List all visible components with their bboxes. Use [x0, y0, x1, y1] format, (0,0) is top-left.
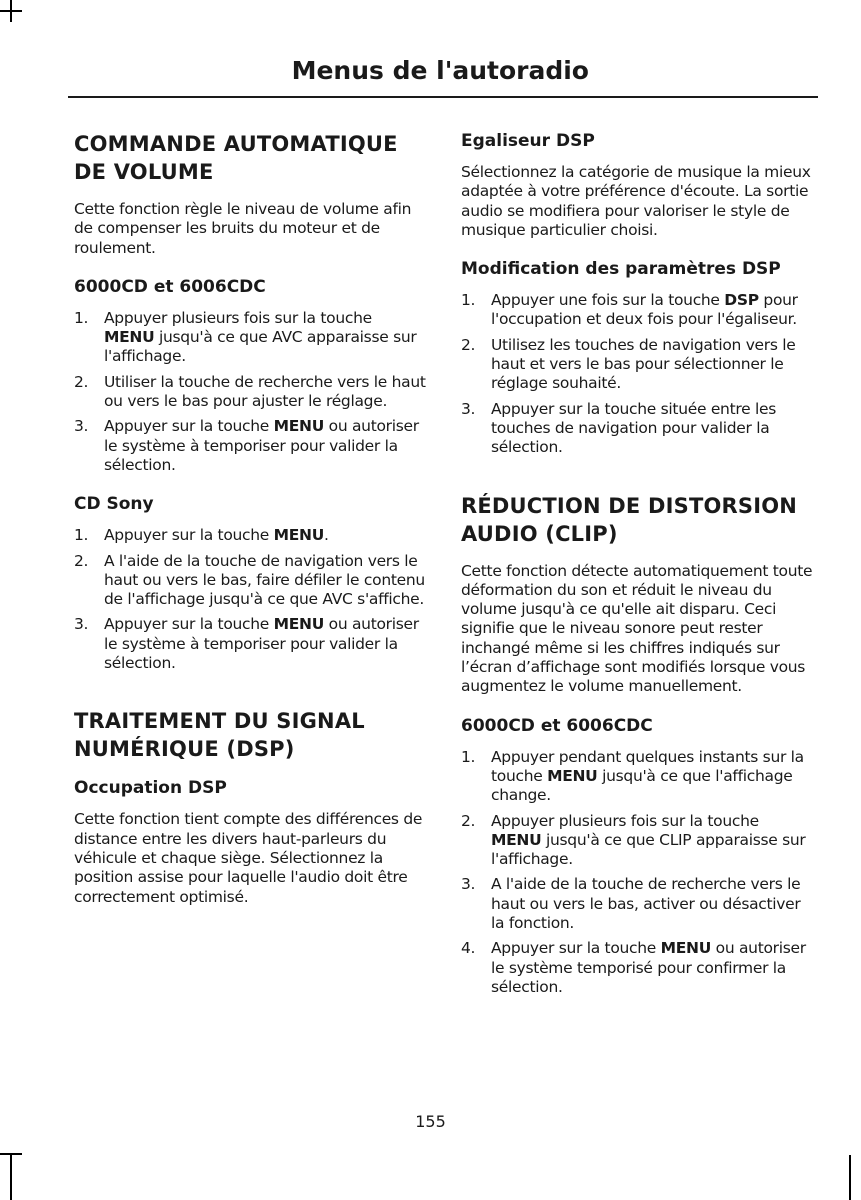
step-number: 3. [461, 875, 476, 894]
page-title: Menus de l'autoradio [291, 56, 589, 85]
step-text: Appuyer plusieurs fois sur la touche [104, 308, 372, 327]
step-item [461, 748, 813, 806]
paragraph-volume: Cette fonction règle le niveau de volume afin de compenser les bruits du moteur et de roulement. [74, 200, 412, 257]
step-number: 3. [461, 399, 476, 418]
step-text: ou autoriser le système à temporiser pour valider la sélection. [104, 417, 419, 474]
step-number: 2. [461, 335, 476, 354]
step-item [74, 417, 426, 475]
subsection-title-cd-sony: CD Sony [74, 494, 154, 515]
page-number: 155 [415, 1112, 446, 1131]
button-keyword: DSP [724, 291, 759, 310]
paragraph-clip: Cette fonction détecte automatiquement toute déformation du son et réduit le niveau du volume jusqu'à ce qu'elle ait disparu. Ceci signifie que le niveau sonore peut rester inchangé même si les chiffres indiqués sur l’écran d’affichage sont modifiés lorsque vous augmentez le volume manuellement. [461, 561, 813, 696]
section-title-volume: COMMANDE AUTOMATIQUE DE VOLUME [74, 132, 398, 184]
step-text: pour l'occupation et deux fois pour l'égaliseur. [491, 291, 798, 329]
button-keyword: MENU [491, 830, 542, 849]
steps-list [461, 748, 813, 998]
step-text: Appuyer une fois sur la touche [491, 291, 725, 310]
section-title-clip: RÉDUCTION DE DISTORSION AUDIO (CLIP) [461, 493, 798, 546]
step-text: A l'aide de la touche de navigation vers le haut ou vers le bas, faire défiler le contenu de l'affichage jusqu'à ce que AVC s'affiche. [104, 551, 425, 609]
step-number: 3. [74, 417, 89, 436]
step-number: 4. [461, 939, 476, 958]
step-text: . [324, 526, 329, 545]
step-text: Appuyer plusieurs fois sur la touche [491, 811, 759, 830]
step-item [74, 552, 426, 610]
step-item [74, 373, 426, 412]
step-item [74, 615, 426, 673]
crop-mark [0, 10, 22, 12]
step-item [461, 291, 813, 330]
step-text: A l'aide de la touche de recherche vers le haut ou vers le bas, activer ou désactiver la fonction. [491, 875, 801, 933]
crop-mark [849, 1155, 851, 1200]
step-item [461, 400, 813, 458]
step-item [74, 526, 426, 545]
step-text: ou autoriser le système temporisé pour confirmer la sélection. [491, 939, 806, 996]
left-column [74, 130, 426, 925]
step-text: jusqu'à ce que l'affichage change. [491, 766, 793, 805]
step-item [461, 336, 813, 394]
step-text: Utilisez les touches de navigation vers le haut et vers le bas pour sélectionner le réglage souhaité. [491, 335, 796, 393]
step-text: Utiliser la touche de recherche vers le haut ou vers le bas pour ajuster le réglage. [104, 372, 426, 411]
crop-mark [0, 1153, 22, 1155]
step-text: Appuyer sur la touche située entre les touches de navigation pour valider la sélection. [491, 399, 776, 457]
step-text: Appuyer sur la touche [104, 615, 274, 634]
step-number: 1. [461, 747, 476, 766]
step-number: 2. [461, 811, 476, 830]
step-item [461, 875, 813, 933]
step-text: Appuyer pendant quelques instants sur la touche [491, 747, 804, 785]
subsection-title-6000cd-clip: 6000CD et 6006CDC [461, 715, 653, 736]
subsection-title-6000cd: 6000CD et 6006CDC [74, 276, 266, 297]
step-number: 2. [74, 551, 89, 570]
step-text: Appuyer sur la touche [491, 939, 661, 958]
steps-list [461, 291, 813, 457]
step-text: jusqu'à ce que AVC apparaisse sur l'affichage. [104, 328, 417, 366]
subsection-title-occupation-dsp: Occupation DSP [74, 778, 227, 799]
button-keyword: MENU [660, 939, 712, 958]
section-title-dsp: TRAITEMENT DU SIGNAL NUMÉRIQUE (DSP) [74, 709, 365, 762]
paragraph-occupation-dsp: Cette fonction tient compte des différences de distance entre les divers haut-parleurs du véhicule et chaque siège. Sélectionnez la position assise pour laquelle l'audio doit être correctement optimisé. [74, 810, 423, 906]
subsection-title-modification-dsp: Modification des paramètres DSP [461, 259, 781, 280]
step-item [74, 309, 426, 367]
step-text: ou autoriser le système à temporiser pour valider la sélection. [104, 615, 419, 673]
step-number: 1. [74, 526, 89, 545]
title-divider [68, 96, 818, 98]
right-column [461, 130, 813, 1015]
step-item [461, 939, 813, 997]
button-keyword: MENU [547, 766, 598, 785]
paragraph-egaliseur: Sélectionnez la catégorie de musique la mieux adaptée à votre préférence d'écoute. La sortie audio se modifiera pour valoriser le style de musique particulier choisi. [461, 163, 811, 239]
step-text: jusqu'à ce que CLIP apparaisse sur l'affichage. [491, 830, 806, 869]
crop-mark [10, 1155, 12, 1200]
step-item [461, 812, 813, 870]
button-keyword: MENU [104, 328, 155, 347]
step-text: Appuyer sur la touche [104, 526, 274, 545]
steps-list [74, 526, 426, 673]
step-number: 1. [461, 291, 476, 310]
subsection-title-egaliseur: Egaliseur DSP [461, 131, 595, 151]
button-keyword: MENU [273, 615, 325, 634]
step-number: 2. [74, 372, 89, 391]
button-keyword: MENU [273, 526, 325, 545]
steps-list [74, 309, 426, 475]
step-text: Appuyer sur la touche [104, 417, 274, 436]
step-number: 3. [74, 615, 89, 634]
button-keyword: MENU [273, 417, 325, 436]
step-number: 1. [74, 308, 89, 327]
